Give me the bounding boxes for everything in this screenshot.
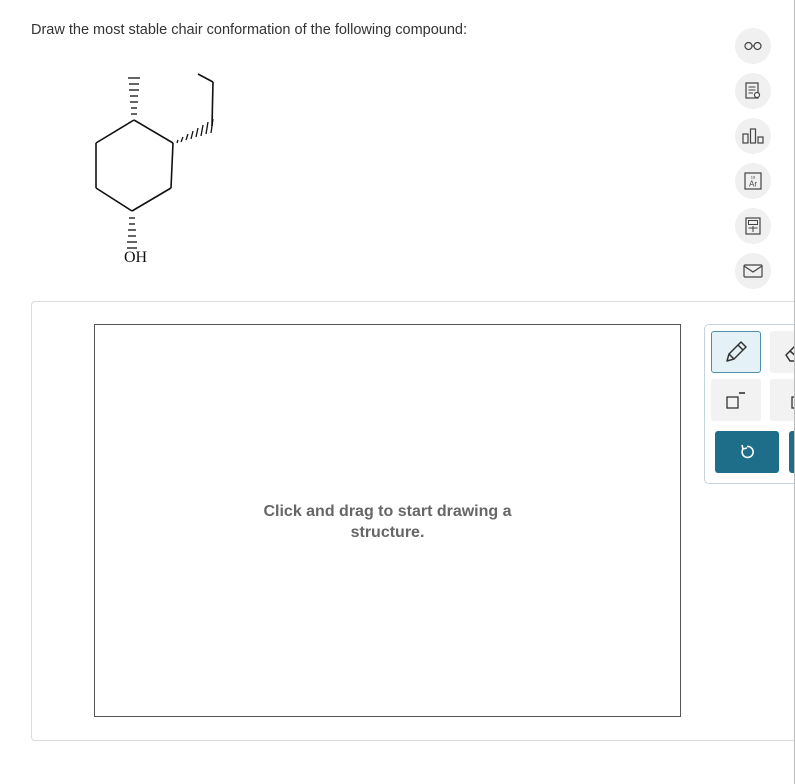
canvas-hint — [95, 501, 680, 543]
molecule-structure — [80, 68, 240, 278]
glasses-icon[interactable] — [735, 28, 771, 64]
negative-charge-tool[interactable] — [711, 379, 761, 421]
mail-icon[interactable] — [735, 253, 771, 289]
bar-chart-icon[interactable] — [735, 118, 771, 154]
reference-sheet-icon[interactable] — [735, 73, 771, 109]
canvas-hint-line2: structure. — [350, 524, 425, 541]
drawing-canvas[interactable] — [94, 324, 681, 717]
undo-icon — [739, 444, 755, 460]
lone-pair-tool[interactable] — [770, 379, 795, 421]
hashed-bond-methyl — [128, 78, 140, 114]
eraser-tool[interactable] — [770, 331, 795, 373]
drawing-toolbox — [704, 324, 795, 484]
question-prompt: Draw the most stable chair conformation of the following compound: — [31, 22, 468, 38]
periodic-table-icon[interactable] — [735, 163, 771, 199]
canvas-hint-line1: Click and drag to start drawing a — [263, 503, 512, 520]
svg-text:Ar: Ar — [749, 179, 757, 189]
ethyl-bond — [212, 82, 213, 126]
undo-button[interactable] — [715, 431, 779, 473]
ethyl-terminal-bond — [198, 74, 213, 82]
pencil-tool[interactable] — [711, 331, 761, 373]
hashed-bond-ethyl — [177, 119, 213, 143]
svg-text:18: 18 — [750, 174, 756, 180]
calculator-icon[interactable] — [735, 208, 771, 244]
hashed-bond-oh — [127, 218, 137, 248]
negative-charge-icon — [724, 388, 748, 412]
cyclohexane-ring — [96, 120, 173, 211]
hydroxyl-label: OH — [124, 249, 148, 266]
pencil-icon — [723, 339, 749, 365]
